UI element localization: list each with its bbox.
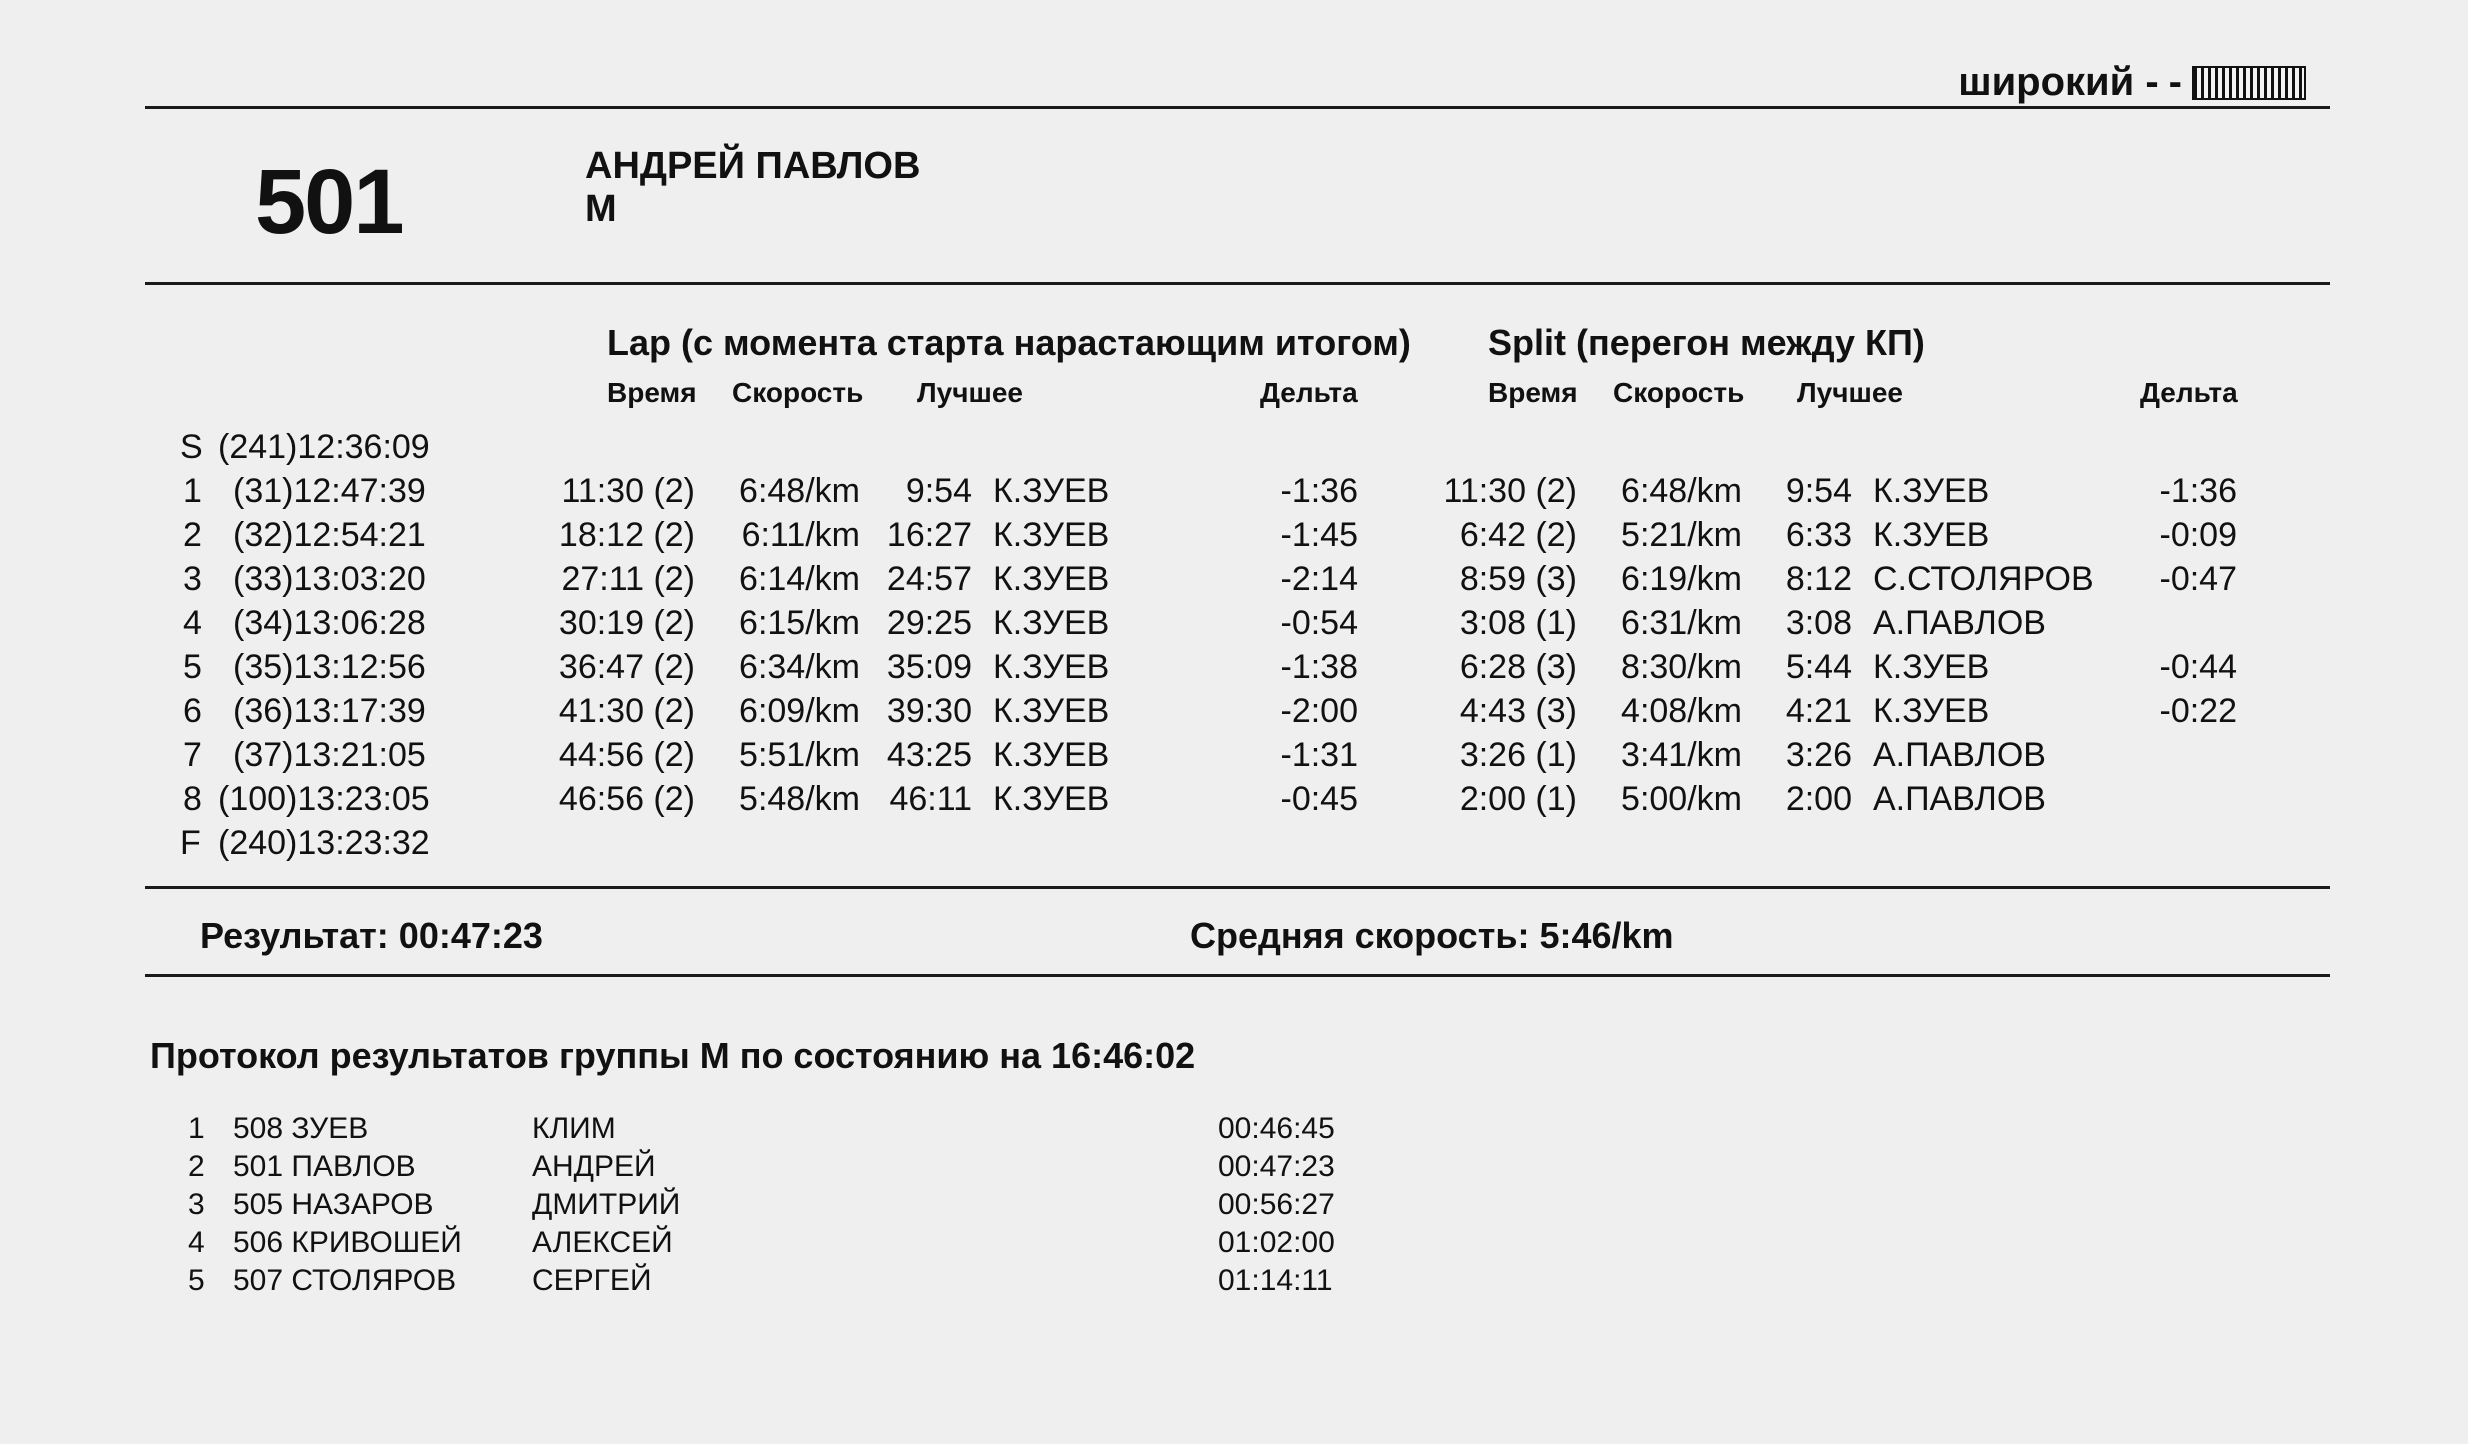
split-time: 6:28 (3) [1459, 648, 1577, 686]
start-stamp: (241)12:36:09 [218, 428, 430, 466]
protocol-first-name: АЛЕКСЕЙ [532, 1226, 673, 1259]
lap-col-delta: Дельта [1260, 377, 1358, 408]
header-label-text: широкий - [1958, 60, 2159, 104]
protocol-bib-surname: 508 ЗУЕВ [233, 1112, 369, 1145]
lap-best-time: 16:27 [886, 516, 972, 554]
row-index: 3 [183, 560, 202, 598]
protocol-time: 01:02:00 [1218, 1226, 1335, 1259]
table-row [0, 648, 2476, 688]
split-speed: 6:31/km [1621, 604, 1742, 642]
row-stamp: (32)12:54:21 [233, 516, 426, 554]
lap-col-best: Лучшее [917, 377, 1023, 408]
divider-summary-bottom [145, 974, 2330, 977]
split-speed: 8:30/km [1621, 648, 1742, 686]
row-stamp: (34)13:06:28 [233, 604, 426, 642]
lap-best-name: К.ЗУЕВ [993, 604, 1110, 642]
protocol-bib-surname: 507 СТОЛЯРОВ [233, 1264, 457, 1297]
protocol-first-name: СЕРГЕЙ [532, 1264, 652, 1297]
lap-col-speed: Скорость [732, 377, 864, 408]
row-index: 4 [183, 604, 202, 642]
lap-best-time: 35:09 [886, 648, 972, 686]
table-row [0, 780, 2476, 820]
lap-best-time: 24:57 [886, 560, 972, 598]
lap-delta: -1:45 [1280, 516, 1358, 554]
finish-label: F [180, 824, 201, 862]
split-best-time: 6:33 [1785, 516, 1852, 554]
split-best-name: С.СТОЛЯРОВ [1873, 560, 2094, 598]
start-label: S [180, 428, 203, 466]
lap-time: 41:30 (2) [558, 692, 695, 730]
split-col-time: Время [1488, 377, 1578, 408]
table-row [0, 736, 2476, 776]
lap-speed: 6:14/km [739, 560, 860, 598]
protocol-place: 4 [188, 1226, 205, 1259]
lap-best-time: 43:25 [886, 736, 972, 774]
lap-time: 44:56 (2) [558, 736, 695, 774]
athlete-name: АНДРЕЙ ПАВЛОВ [585, 145, 921, 187]
lap-best-name: К.ЗУЕВ [993, 648, 1110, 686]
row-index: 6 [183, 692, 202, 730]
split-best-name: К.ЗУЕВ [1873, 472, 1990, 510]
lap-best-name: К.ЗУЕВ [993, 692, 1110, 730]
header-label [1958, 60, 2306, 105]
split-best-time: 3:26 [1785, 736, 1852, 774]
table-row [0, 472, 2476, 512]
row-index: 7 [183, 736, 202, 774]
lap-delta: -1:36 [1280, 472, 1358, 510]
protocol-time: 00:47:23 [1218, 1150, 1335, 1183]
split-best-time: 9:54 [1785, 472, 1852, 510]
split-speed: 3:41/km [1621, 736, 1742, 774]
split-delta: -0:09 [2159, 516, 2237, 554]
protocol-first-name: АНДРЕЙ [532, 1150, 656, 1183]
split-time: 8:59 (3) [1459, 560, 1577, 598]
split-delta: -0:22 [2159, 692, 2237, 730]
split-speed: 4:08/km [1621, 692, 1742, 730]
split-time: 3:08 (1) [1459, 604, 1577, 642]
lap-best-time: 46:11 [889, 780, 972, 818]
row-index: 2 [183, 516, 202, 554]
split-best-name: К.ЗУЕВ [1873, 648, 1990, 686]
protocol-bib-surname: 501 ПАВЛОВ [233, 1150, 416, 1183]
split-time: 6:42 (2) [1459, 516, 1577, 554]
lap-time: 30:19 (2) [558, 604, 695, 642]
header-label-suffix: - [2168, 60, 2182, 104]
athlete-bib: 501 [255, 151, 403, 253]
protocol-time: 00:46:45 [1218, 1112, 1335, 1145]
split-speed: 6:19/km [1621, 560, 1742, 598]
average-speed: Средняя скорость: 5:46/km [1190, 915, 1674, 956]
protocol-time: 00:56:27 [1218, 1188, 1335, 1221]
row-stamp: (35)13:12:56 [233, 648, 426, 686]
protocol-title: Протокол результатов группы М по состоянию на 16:46:02 [150, 1035, 1196, 1076]
lap-best-time: 39:30 [886, 692, 972, 730]
row-stamp: (31)12:47:39 [233, 472, 426, 510]
protocol-first-name: КЛИМ [532, 1112, 616, 1145]
lap-speed: 6:11/km [741, 516, 860, 554]
row-stamp: (37)13:21:05 [233, 736, 426, 774]
lap-best-name: К.ЗУЕВ [993, 780, 1110, 818]
list-item [0, 1264, 2476, 1300]
protocol-time: 01:14:11 [1218, 1264, 1333, 1297]
protocol-bib-surname: 506 КРИВОШЕЙ [233, 1226, 462, 1259]
lap-time: 46:56 (2) [558, 780, 695, 818]
lap-delta: -2:14 [1280, 560, 1358, 598]
lap-delta: -1:31 [1280, 736, 1358, 774]
split-best-time: 8:12 [1785, 560, 1852, 598]
athlete-group: М [585, 188, 617, 230]
split-delta: -0:47 [2159, 560, 2237, 598]
lap-speed: 5:48/km [739, 780, 860, 818]
split-delta: -0:44 [2159, 648, 2237, 686]
split-best-time: 3:08 [1785, 604, 1852, 642]
protocol-first-name: ДМИТРИЙ [532, 1188, 681, 1221]
split-best-name: К.ЗУЕВ [1873, 516, 1990, 554]
lap-time: 36:47 (2) [558, 648, 695, 686]
lap-delta: -0:54 [1280, 604, 1358, 642]
lap-speed: 6:09/km [739, 692, 860, 730]
lap-time: 27:11 (2) [561, 560, 695, 598]
split-best-name: А.ПАВЛОВ [1873, 736, 2046, 774]
list-item [0, 1226, 2476, 1262]
lap-delta: -2:00 [1280, 692, 1358, 730]
lap-best-name: К.ЗУЕВ [993, 516, 1110, 554]
split-best-time: 5:44 [1785, 648, 1852, 686]
lap-best-name: К.ЗУЕВ [993, 560, 1110, 598]
protocol-place: 3 [188, 1188, 205, 1221]
lap-best-name: К.ЗУЕВ [993, 472, 1110, 510]
split-time: 2:00 (1) [1459, 780, 1577, 818]
protocol-bib-surname: 505 НАЗАРОВ [233, 1188, 434, 1221]
split-section-title: Split (перегон между КП) [1488, 322, 1925, 363]
divider-summary-top [145, 886, 2330, 889]
table-row [0, 604, 2476, 644]
row-stamp: (100)13:23:05 [218, 780, 430, 818]
split-best-name: К.ЗУЕВ [1873, 692, 1990, 730]
divider-top [145, 106, 2330, 109]
lap-section-title: Lap (с момента старта нарастающим итогом) [607, 322, 1411, 363]
split-delta: -1:36 [2159, 472, 2237, 510]
row-stamp: (33)13:03:20 [233, 560, 426, 598]
row-index: 8 [183, 780, 202, 818]
lap-delta: -0:45 [1280, 780, 1358, 818]
split-speed: 5:00/km [1621, 780, 1742, 818]
finish-stamp: (240)13:23:32 [218, 824, 430, 862]
divider-athlete [145, 282, 2330, 285]
row-index: 5 [183, 648, 202, 686]
row-index: 1 [183, 472, 202, 510]
protocol-place: 1 [188, 1112, 205, 1145]
lap-speed: 6:48/km [739, 472, 860, 510]
split-col-speed: Скорость [1613, 377, 1745, 408]
split-best-name: А.ПАВЛОВ [1873, 780, 2046, 818]
table-row [0, 560, 2476, 600]
split-time: 4:43 (3) [1459, 692, 1577, 730]
lap-best-time: 29:25 [886, 604, 972, 642]
split-speed: 5:21/km [1621, 516, 1742, 554]
split-best-time: 4:21 [1785, 692, 1852, 730]
barcode-icon [2192, 66, 2306, 100]
lap-delta: -1:38 [1280, 648, 1358, 686]
split-time: 11:30 (2) [1443, 472, 1577, 510]
result-total: Результат: 00:47:23 [200, 915, 543, 956]
lap-best-time: 9:54 [905, 472, 972, 510]
lap-col-time: Время [607, 377, 697, 408]
split-col-best: Лучшее [1797, 377, 1903, 408]
protocol-place: 2 [188, 1150, 205, 1183]
table-row [0, 516, 2476, 556]
list-item [0, 1112, 2476, 1148]
table-row [0, 692, 2476, 732]
protocol-place: 5 [188, 1264, 205, 1297]
split-best-name: А.ПАВЛОВ [1873, 604, 2046, 642]
row-stamp: (36)13:17:39 [233, 692, 426, 730]
split-speed: 6:48/km [1621, 472, 1742, 510]
list-item [0, 1188, 2476, 1224]
lap-best-name: К.ЗУЕВ [993, 736, 1110, 774]
split-col-delta: Дельта [2140, 377, 2238, 408]
lap-time: 18:12 (2) [558, 516, 695, 554]
lap-speed: 6:15/km [739, 604, 860, 642]
lap-speed: 6:34/km [739, 648, 860, 686]
split-best-time: 2:00 [1785, 780, 1852, 818]
lap-time: 11:30 (2) [561, 472, 695, 510]
paper-bottom-edge [0, 1444, 2476, 1450]
lap-speed: 5:51/km [739, 736, 860, 774]
split-time: 3:26 (1) [1459, 736, 1577, 774]
list-item [0, 1150, 2476, 1186]
